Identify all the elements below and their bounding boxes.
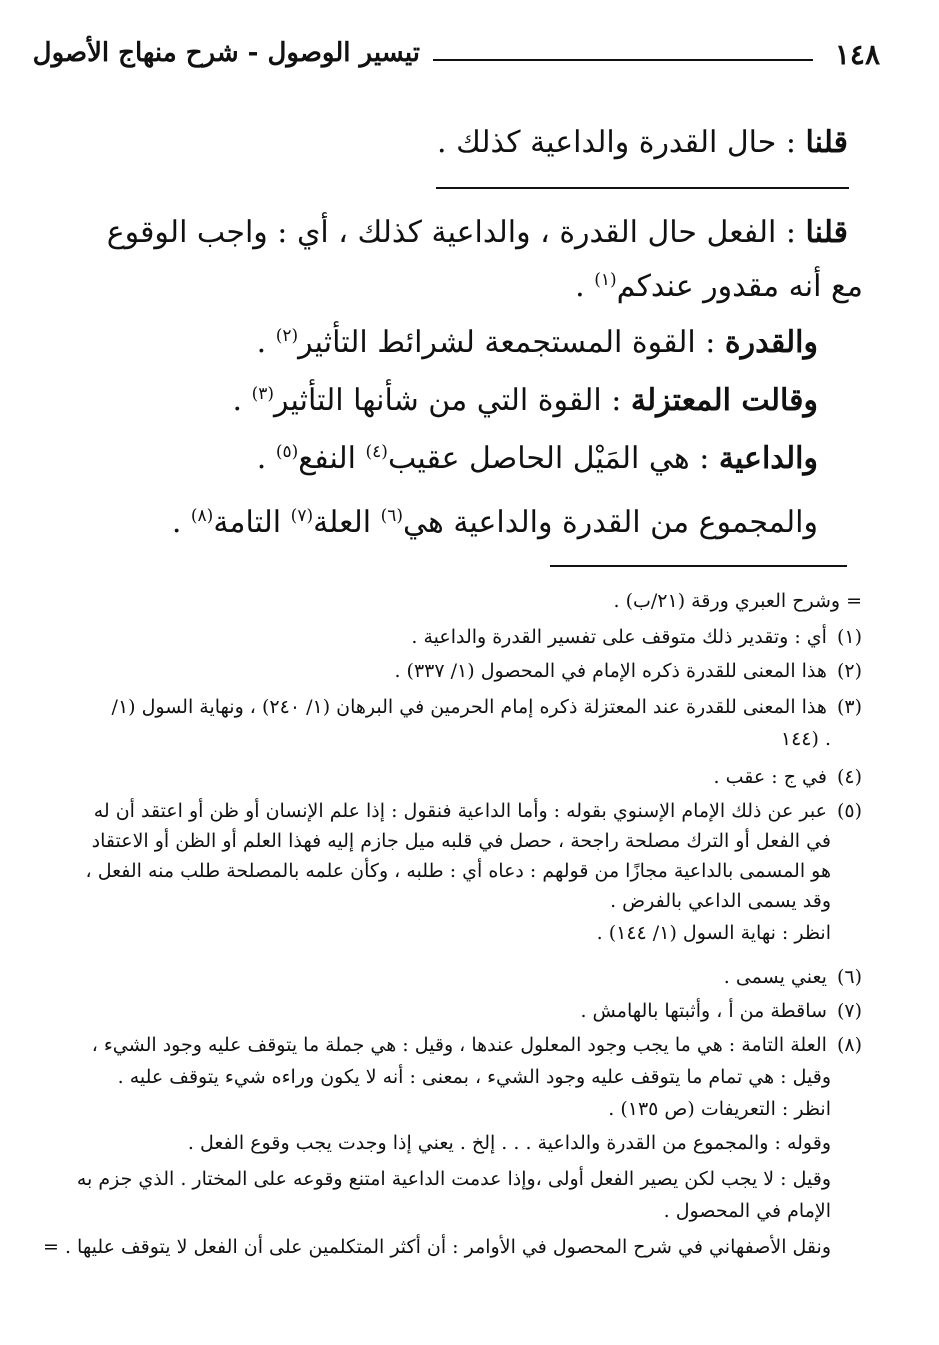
- footnote-extra-2: وقيل : لا يجب لكن يصير الفعل أولى ،وإذا عدمت الداعية امتنع وقوعه على المختار . الذي جزم به: [76, 1168, 831, 1190]
- footnote-3-cont: ١٤٤) .: [780, 728, 831, 750]
- body-text: مع أنه مقدور عندكم: [616, 269, 863, 304]
- page-number: ١٤٨: [834, 38, 880, 71]
- footnote-8-line-3: انظر : التعريفات (ص ١٣٥) .: [608, 1098, 831, 1120]
- footnote-text: هذا المعنى للقدرة عند المعتزلة ذكره إمام الحرمين في البرهان (١/ ٢٤٠) ، ونهاية السول (١/: [111, 696, 827, 718]
- term-label: والداعية: [718, 441, 818, 476]
- footnote-number: (١): [836, 626, 862, 648]
- body-line-6: [257, 436, 818, 482]
- footnote-8: [92, 1030, 862, 1060]
- footnote-number: (٢): [836, 660, 862, 682]
- footnote-text: أي : وتقدير ذلك متوقف على تفسير القدرة والداعية .: [411, 626, 827, 648]
- footnote-number: (٤): [836, 766, 862, 788]
- footnote-number: (٨): [836, 1034, 862, 1056]
- footnote-5-line-5: انظر : نهاية السول (١/ ١٤٤) .: [596, 922, 831, 944]
- footnote-text: ساقطة من أ ، وأثبتها بالهامش .: [580, 1000, 827, 1022]
- footnote-text: العلة التامة : هي ما يجب وجود المعلول عندها ، وقيل : هي جملة ما يتوقف عليه وجود الشيء ،: [91, 1034, 827, 1056]
- footnote-1: [411, 622, 862, 652]
- footnote-4: [714, 762, 862, 792]
- body-line-2: [107, 210, 848, 256]
- header-rule: [433, 59, 813, 61]
- footnote-2: [394, 656, 862, 686]
- footnote-separator: [550, 565, 847, 567]
- period: .: [256, 441, 276, 476]
- footnote-text: في ج : عقب .: [713, 766, 827, 788]
- body-text: العلة: [313, 505, 381, 540]
- period: .: [256, 325, 276, 360]
- footnote-ref: (٣): [251, 384, 274, 404]
- footnote-text: هذا المعنى للقدرة ذكره الإمام في المحصول (١/ ٣٣٧) .: [394, 660, 827, 682]
- body-line-1: [437, 120, 848, 166]
- body-text: : هي المَيْل الحاصل عقيب: [387, 441, 719, 476]
- footnote-5-line-2: في الفعل أو الترك مصلحة راجحة ، حصل في قلبه ميل جازم إليه فهذا العلم أو الظن أو الاعتقاد: [91, 830, 831, 852]
- footnote-text: يعني يسمى .: [723, 966, 827, 988]
- body-text: : حال القدرة والداعية كذلك .: [437, 125, 806, 160]
- footnote-ref: (١): [594, 270, 617, 290]
- period: .: [232, 383, 252, 418]
- footnote-ref: (٨): [190, 506, 214, 526]
- footnote-6: [724, 962, 862, 992]
- footnote-8-line-2: وقيل : هي تمام ما يتوقف عليه وجود الشيء ، بمعنى : أنه لا يكون وراءه شيء يتوقف عليه .: [117, 1066, 831, 1088]
- body-text: والمجموع من القدرة والداعية هي: [403, 505, 818, 540]
- footnote-ref: (٦): [380, 506, 404, 526]
- footnote-extra-1: وقوله : والمجموع من القدرة والداعية . . . إلخ . يعني إذا وجدت يجب وقوع الفعل .: [187, 1132, 831, 1154]
- footnote-text: عبر عن ذلك الإمام الإسنوي بقوله : وأما الداعية فنقول : إذا علم الإنسان أو ظن أو اعتقد أن له: [93, 800, 827, 822]
- footnote-7: [580, 996, 862, 1026]
- footnote-3: [112, 692, 862, 722]
- footnote-ref: (٤): [365, 442, 388, 462]
- footnote-extra-3: ونقل الأصفهاني في شرح المحصول في الأوامر : أن أكثر المتكلمين على أن الفعل لا يتوقف عليها . =: [43, 1236, 831, 1258]
- term-label: قلنا: [805, 125, 848, 160]
- footnote-5-line-3: هو المسمى بالداعية مجازًا من قولهم : دعاه أي : طلبه ، وكأن علمه بالمصلحة طلب منه الفعل ،: [85, 860, 831, 882]
- body-text: التامة: [213, 505, 291, 540]
- term-label: والقدرة: [724, 325, 818, 360]
- term-label: وقالت المعتزلة: [630, 383, 818, 418]
- body-line-4: [257, 320, 818, 366]
- body-text: : القوة المستجمعة لشرائط التأثير: [298, 325, 725, 360]
- body-text: : القوة التي من شأنها التأثير: [274, 383, 631, 418]
- body-text: النفع: [298, 441, 366, 476]
- running-title: تيسير الوصول - شرح منهاج الأصول: [32, 38, 420, 68]
- footnote-number: (٧): [836, 1000, 862, 1022]
- footnote-number: (٥): [836, 800, 862, 822]
- section-separator: [436, 187, 849, 189]
- period: .: [575, 269, 595, 304]
- body-text: : الفعل حال القدرة ، والداعية كذلك ، أي : واجب الوقوع: [106, 215, 806, 250]
- footnote-5-line-4: وقد يسمى الداعي بالفرض .: [610, 890, 831, 912]
- footnote-number: (٦): [836, 966, 862, 988]
- footnote-continuation: = وشرح العبري ورقة (٢١/ب) .: [613, 590, 862, 612]
- footnote-ref: (٢): [275, 326, 299, 346]
- body-line-7: [172, 500, 818, 546]
- footnote-extra-2-cont: الإمام في المحصول .: [663, 1200, 831, 1222]
- body-line-3: [575, 264, 863, 310]
- footnote-ref: (٧): [290, 506, 314, 526]
- footnote-number: (٣): [836, 696, 862, 718]
- period: .: [171, 505, 191, 540]
- footnote-ref: (٥): [275, 442, 299, 462]
- body-line-5: [233, 378, 819, 424]
- term-label: قلنا: [805, 215, 848, 250]
- footnote-5: [94, 796, 862, 826]
